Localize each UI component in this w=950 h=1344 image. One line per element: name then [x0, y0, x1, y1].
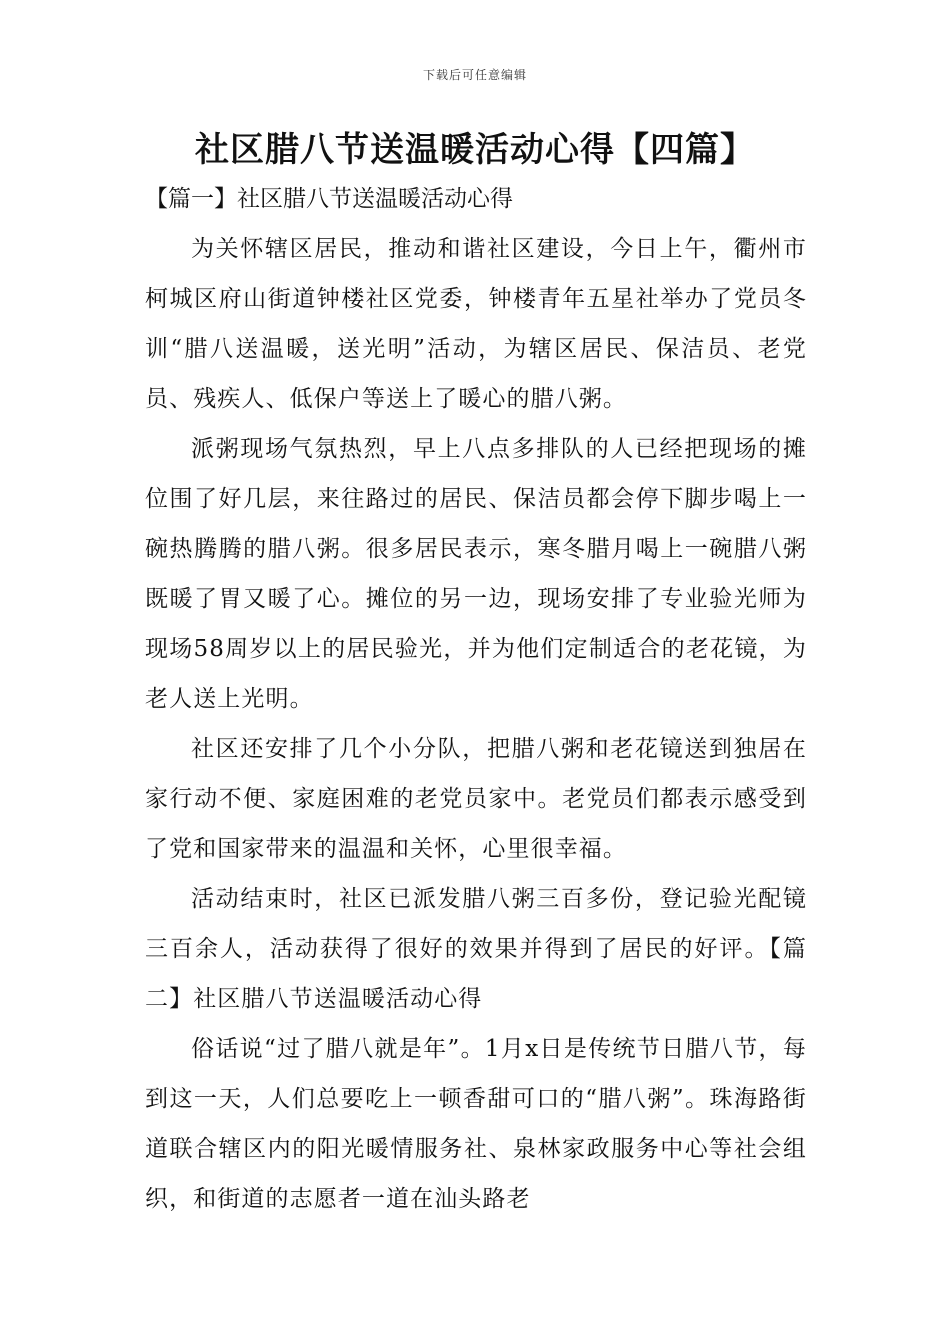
section-heading-1: 【篇一】社区腊八节送温暖活动心得	[145, 186, 513, 212]
section-heading-2: 【篇二】社区腊八节送温暖活动心得	[145, 936, 807, 1012]
paragraph: 派粥现场气氛热烈，早上八点多排队的人已经把现场的摊位围了好几层，来往路过的居民、保洁员都会停下脚步喝上一碗热腾腾的腊八粥。很多居民表示，寒冬腊月喝上一碗腊八粥既暖了胃又暖了心。摊位的另一边，现场安排了专业验光师为现场58周岁以上的居民验光，并为他们定制适合的老花镜，为老人送上光明。	[145, 436, 807, 712]
paragraph: 俗话说“过了腊八就是年”。1月x日是传统节日腊八节，每到这一天，人们总要吃上一顿香甜可口的“腊八粥”。珠海路街道联合辖区内的阳光暖情服务社、泉林家政服务中心等社会组织，和街道的志愿者一道在汕头路老	[145, 1036, 807, 1212]
paragraph: 社区还安排了几个小分队，把腊八粥和老花镜送到独居在家行动不便、家庭困难的老党员家中。老党员们都表示感受到了党和国家带来的温温和关怀，心里很幸福。	[145, 736, 807, 862]
document-title: 社区腊八节送温暖活动心得【四篇】	[195, 130, 755, 170]
paragraph: 为关怀辖区居民，推动和谐社区建设，今日上午，衢州市柯城区府山街道钟楼社区党委，钟楼青年五星社举办了党员冬训“腊八送温暖，送光明”活动，为辖区居民、保洁员、老党员、残疾人、低保户等送上了暖心的腊八粥。	[145, 236, 807, 412]
paragraph-text: 活动结束时，社区已派发腊八粥三百多份，登记验光配镜三百余人，活动获得了很好的效果并得到了居民的好评。	[145, 886, 807, 962]
document-body	[145, 224, 807, 1224]
paragraph-with-section-heading	[145, 874, 807, 1024]
header-note: 下载后可任意编辑	[422, 68, 527, 82]
